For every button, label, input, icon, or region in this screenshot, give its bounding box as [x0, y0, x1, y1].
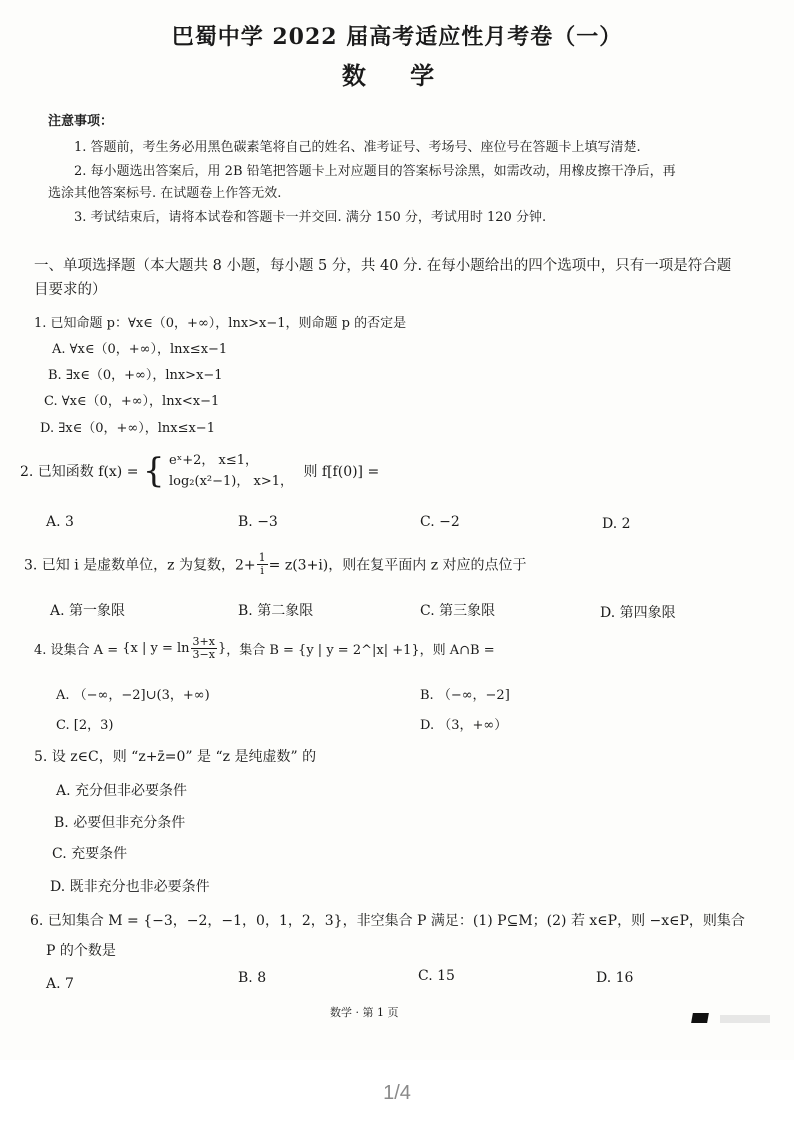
q2-option-a: A. 3 — [46, 514, 74, 530]
q6-stem-line-1: 6. 已知集合 M = {−3，−2，−1，0，1，2，3}，非空集合 P 满足：(1) P⊆M；(2) 若 x∈P，则 −x∈P，则集合 — [30, 913, 745, 929]
q2-piecewise — [169, 450, 293, 492]
q3-fraction-denominator: i — [260, 564, 264, 577]
section-heading-line-2: 目要求的） — [34, 282, 107, 298]
q5-option-a: A. 充分但非必要条件 — [56, 783, 188, 799]
q1-option-b: B. ∃x∈（0，+∞），lnx>x−1 — [48, 368, 223, 383]
notice-item-1: 1. 答题前，考生务必用黑色碳素笔将自己的姓名、准考证号、考场号、座位号在答题卡上填写清楚. — [74, 140, 641, 155]
q1-option-a: A. ∀x∈（0，+∞），lnx≤x−1 — [52, 342, 228, 357]
exam-subject: 数 学 — [341, 61, 453, 90]
notice-item-2-line-1: 2. 每小题选出答案后，用 2B 铅笔把答题卡上对应题目的答案标号涂黑，如需改动，用橡皮擦干净后，再 — [74, 164, 676, 179]
q3-option-b: B. 第二象限 — [238, 603, 314, 619]
q2-case-2: log₂(x²−1)， x>1， — [169, 474, 293, 489]
notice-heading: 注意事项： — [48, 114, 114, 129]
q4-set-open: {x | y = ln — [122, 641, 190, 656]
q4-prefix: 4. 设集合 A = — [34, 643, 119, 658]
exam-title: 巴蜀中学 2022 届高考适应性月考卷（一） — [171, 24, 623, 50]
q5-stem: 5. 设 z∈C，则 “z+z̄=0” 是 “z 是纯虚数” 的 — [34, 749, 317, 765]
q5-option-b: B. 必要但非充分条件 — [54, 815, 186, 831]
q4-option-d: D. （3，+∞） — [420, 718, 508, 733]
q2-brace: { — [142, 451, 165, 491]
q2-case-1: eˣ+2， x≤1， — [169, 453, 258, 468]
q4-stem — [34, 636, 495, 661]
q3-fraction — [257, 552, 268, 577]
q3-option-d: D. 第四象限 — [600, 605, 676, 621]
q5-option-c: C. 充要条件 — [52, 846, 128, 862]
q4-fraction-numerator: 3+x — [192, 635, 215, 648]
q6-option-a: A. 7 — [46, 976, 74, 992]
notice-item-2-line-2: 选涂其他答案标号. 在试题卷上作答无效. — [48, 186, 282, 201]
q2-option-d: D. 2 — [602, 516, 631, 532]
q4-set-close: } — [217, 641, 227, 656]
q1-option-c: C. ∀x∈（0，+∞），lnx<x−1 — [44, 394, 220, 409]
page-indicator: 1/4 — [383, 1082, 411, 1104]
q6-option-b: B. 8 — [238, 970, 267, 986]
q4-option-c: C. [2，3) — [56, 718, 114, 733]
q3-stem — [24, 552, 527, 577]
scan-smudge — [720, 1015, 770, 1023]
q4-option-b: B. （−∞，−2] — [420, 688, 510, 703]
q6-stem-line-2: P 的个数是 — [46, 943, 116, 959]
q3-suffix: = z(3+i)，则在复平面内 z 对应的点位于 — [268, 557, 527, 574]
section-heading-line-1: 一、单项选择题（本大题共 8 小题，每小题 5 分，共 40 分. 在每小题给出的四个选项中，只有一项是符合题 — [34, 258, 732, 274]
q2-option-b: B. −3 — [238, 514, 278, 530]
q3-option-c: C. 第三象限 — [420, 603, 496, 619]
q6-option-c: C. 15 — [418, 968, 455, 984]
notice-item-3: 3. 考试结束后，请将本试卷和答题卡一并交回. 满分 150 分，考试用时 120 分钟. — [74, 210, 547, 225]
q4-fraction-denominator: 3−x — [192, 648, 215, 661]
page-footer: 数学 · 第 1 页 — [330, 1006, 399, 1019]
q4-suffix: ，集合 B = {y | y = 2^|x| +1}，则 A∩B = — [226, 643, 495, 658]
q4-option-a: A. （−∞，−2]∪(3，+∞) — [56, 688, 210, 703]
q1-stem: 1. 已知命题 p：∀x∈（0，+∞），lnx>x−1，则命题 p 的否定是 — [34, 316, 407, 331]
q3-option-a: A. 第一象限 — [50, 603, 126, 619]
q4-fraction — [191, 636, 217, 661]
q5-option-d: D. 既非充分也非必要条件 — [50, 879, 210, 895]
q2-prefix: 2. 已知函数 f(x) = — [20, 464, 139, 480]
q3-fraction-numerator: 1 — [258, 551, 266, 564]
q2-stem — [20, 450, 379, 492]
q1-option-d: D. ∃x∈（0，+∞），lnx≤x−1 — [40, 421, 215, 436]
scan-blot — [691, 1013, 709, 1023]
q2-option-c: C. −2 — [420, 514, 460, 530]
q3-prefix: 3. 已知 i 是虚数单位，z 为复数，2+ — [24, 557, 256, 574]
q6-option-d: D. 16 — [596, 970, 634, 986]
q2-suffix: 则 f[f(0)] = — [303, 464, 380, 480]
